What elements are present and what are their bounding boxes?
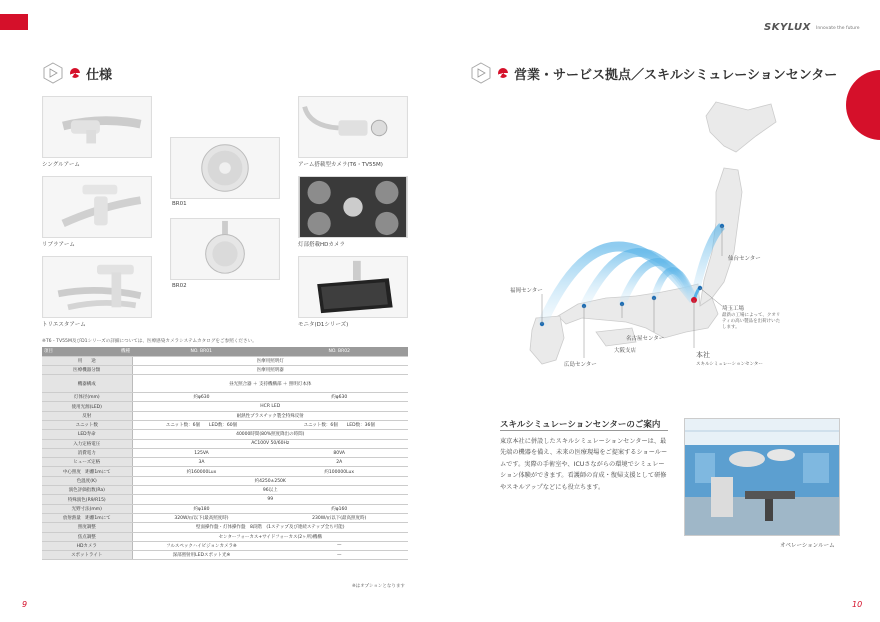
br01-caption: BR01 [172,201,187,207]
location-fukuoka: 福岡センター [510,288,543,294]
spec-section-header [42,62,112,84]
table-row [42,402,408,411]
rib-arm-photo [42,176,152,238]
service-title: 営業・サービス拠点／スキルシミュレーションセンター [514,67,838,83]
table-cell: 昼光照合器 ＋ 支持機構部 ＋ 照明灯本体 [132,375,408,393]
red-corner-tab [0,14,28,30]
table-row-label: 消費電力 [42,448,132,457]
table-cell: センターフォーカス+サイドフォーカス(2ヶ所)機構 [132,532,408,541]
br02-photo [170,218,280,280]
table-row-label: 中心照度 距離1mにて [42,467,132,476]
single-arm-photo [42,96,152,158]
location-sendai: 仙台センター [728,256,761,262]
monitor-photo [298,256,408,318]
table-row-label: 医療機器分類 [42,365,132,374]
table-cell: 125VA [132,448,270,457]
table-row-label: 機器構成 [42,375,132,393]
location-saitama: 埼玉工場 [722,306,745,312]
table-row [42,458,408,467]
service-section-header [470,62,837,84]
location-nagoya: 名古屋センター [626,336,665,342]
guide-text: 東京本社に併設したスキルシミュレーションセンターは、最先端の機器を備え、未来の医療現場をご提案するショールームです。実際の手術室や、ICUさながらの環境でシミュレーション体験ができます。看護師の育成・復帰支援として研修やスキルアップなどにも役立ちます。 [500,438,668,491]
table-row [42,486,408,495]
table-row-label: 用 途 [42,356,132,365]
br02-caption: BR02 [172,283,187,289]
table-cell: AC100V 50/60Hz [132,439,408,448]
br01-photo [170,137,280,199]
rib-arm-caption: リブラアーム [42,242,75,248]
table-cell: — [270,551,408,560]
hd-camera-caption: 灯部搭載HDカメラ [298,242,345,248]
red-circle-decoration [846,70,880,140]
table-cell: 壁面操作盤・灯体操作盤 8段階 (1ステップ及び連続ステップ全ち可能) [132,523,408,532]
table-row [42,439,408,448]
table-cell: 40000時間(80%照度降出の時間) [132,430,408,439]
table-row [42,467,408,476]
operation-room-photo [684,418,840,536]
table-row-label: 反射 [42,411,132,420]
table-row [42,541,408,550]
table-head-br01: NO. BR01 [132,347,270,356]
spec-note-bottom: ※はオプションとなります [352,584,405,589]
page-number-right: 10 [852,600,863,609]
table-cell: 80VA [270,448,408,457]
table-cell: 96以上 [132,486,408,495]
location-osaka: 大阪支店 [614,348,637,354]
table-row [42,411,408,420]
table-cell: フルスペックハイビジョンカメラ※ [132,541,270,550]
table-row-label: 放射熱量 距離1mにて [42,513,132,522]
table-cell: — [270,541,408,550]
spec-note-top: ※T6・TV55M及びD1シリーズの詳細については、医療感染カメラシステムカタログをご参照ください。 [42,339,257,344]
operation-room-caption: オペレーションルーム [780,543,835,549]
table-cell: 2A [270,458,408,467]
location-hiroshima: 広島センター [564,362,597,368]
table-cell: 約φ180 [132,504,270,513]
table-cell: 230W/㎡以下(最高照度時) [270,513,408,522]
table-row-label: 照度調整 [42,523,132,532]
table-cell: 約φ630 [132,393,270,402]
brand-tagline: Innovate the future [816,26,860,31]
table-cell: 耐熱性プラスチック製全特殊反射 [132,411,408,420]
table-row-label: 灯体径(mm) [42,393,132,402]
page-number-left: 9 [22,600,28,609]
table-cell: 320W/㎡以下(最高照度時) [132,513,270,522]
table-row-label: 焦点調整 [42,532,132,541]
table-row [42,356,408,365]
table-cell: 3A [132,458,270,467]
table-head-item: 項目 機種 [42,347,132,356]
table-row [42,448,408,457]
table-cell: ユニット数：6個 LED数：36個 [270,420,408,429]
table-row [42,476,408,485]
location-honsha-sub: スキルシミュレーションセンター [696,362,763,367]
single-arm-caption: シングルアーム [42,162,80,168]
table-row-label: 入力定格電圧 [42,439,132,448]
table-row-label: HDカメラ [42,541,132,550]
table-cell: 深部照射用LEDスポット光※ [132,551,270,560]
table-row [42,523,408,532]
table-row-label: スポットライト [42,551,132,560]
table-row-label: 演色評価指数(Ra) [42,486,132,495]
table-cell: ユニット数：6個 LED数：60個 [132,420,270,429]
table-row-label: 特殊演色(R9/R15) [42,495,132,504]
table-cell: 医療用照明灯 [132,356,408,365]
fan-icon [70,68,80,78]
table-cell: 約100000Lux [270,467,408,476]
table-row [42,551,408,560]
table-row-label: 使用光源(LED) [42,402,132,411]
monitor-caption: モニタ(D1シリーズ) [298,322,349,328]
tri-arm-caption: トリエスタアーム [42,322,86,328]
table-row-label: ユニット数 [42,420,132,429]
table-cell: 医療用照明器 [132,365,408,374]
table-row-label: ヒューズ定格 [42,458,132,467]
table-row-label: 色温度(K) [42,476,132,485]
table-row-label: 光野寸法(mm) [42,504,132,513]
japan-map [486,92,786,382]
table-row [42,365,408,374]
spec-title: 仕様 [86,67,113,83]
table-row [42,504,408,513]
table-row [42,495,408,504]
table-cell: 約φ630 [270,393,408,402]
brand-logo: SKYLUX [764,22,811,33]
table-row [42,430,408,439]
table-cell: 99 [132,495,408,504]
guide-title: スキルシミュレーションセンターのご案内 [500,420,661,430]
table-row [42,420,408,429]
table-cell: 約160000Lux [132,467,270,476]
arm-camera-photo [298,96,408,158]
table-row [42,375,408,393]
table-row [42,532,408,541]
location-honsha: 本社 [696,351,710,359]
fan-icon [498,68,508,78]
table-head-br02: NO. BR02 [270,347,408,356]
table-cell: HCR LED [132,402,408,411]
hd-camera-photo [298,176,408,238]
tri-arm-photo [42,256,152,318]
spec-table [42,347,408,560]
hexagon-icon [42,62,64,84]
hexagon-icon [470,62,492,84]
arm-camera-caption: アーム搭載型カメラ(T6・TV55M) [298,162,383,168]
table-row-label: LED寿命 [42,430,132,439]
table-cell: 約φ160 [270,504,408,513]
table-cell: 約4250±250K [132,476,408,485]
guide-divider [500,430,668,431]
table-row [42,513,408,522]
table-row [42,393,408,402]
saitama-note: 最新の工場によって、クオリティの高い製品を出荷けいたします。 [722,313,781,331]
